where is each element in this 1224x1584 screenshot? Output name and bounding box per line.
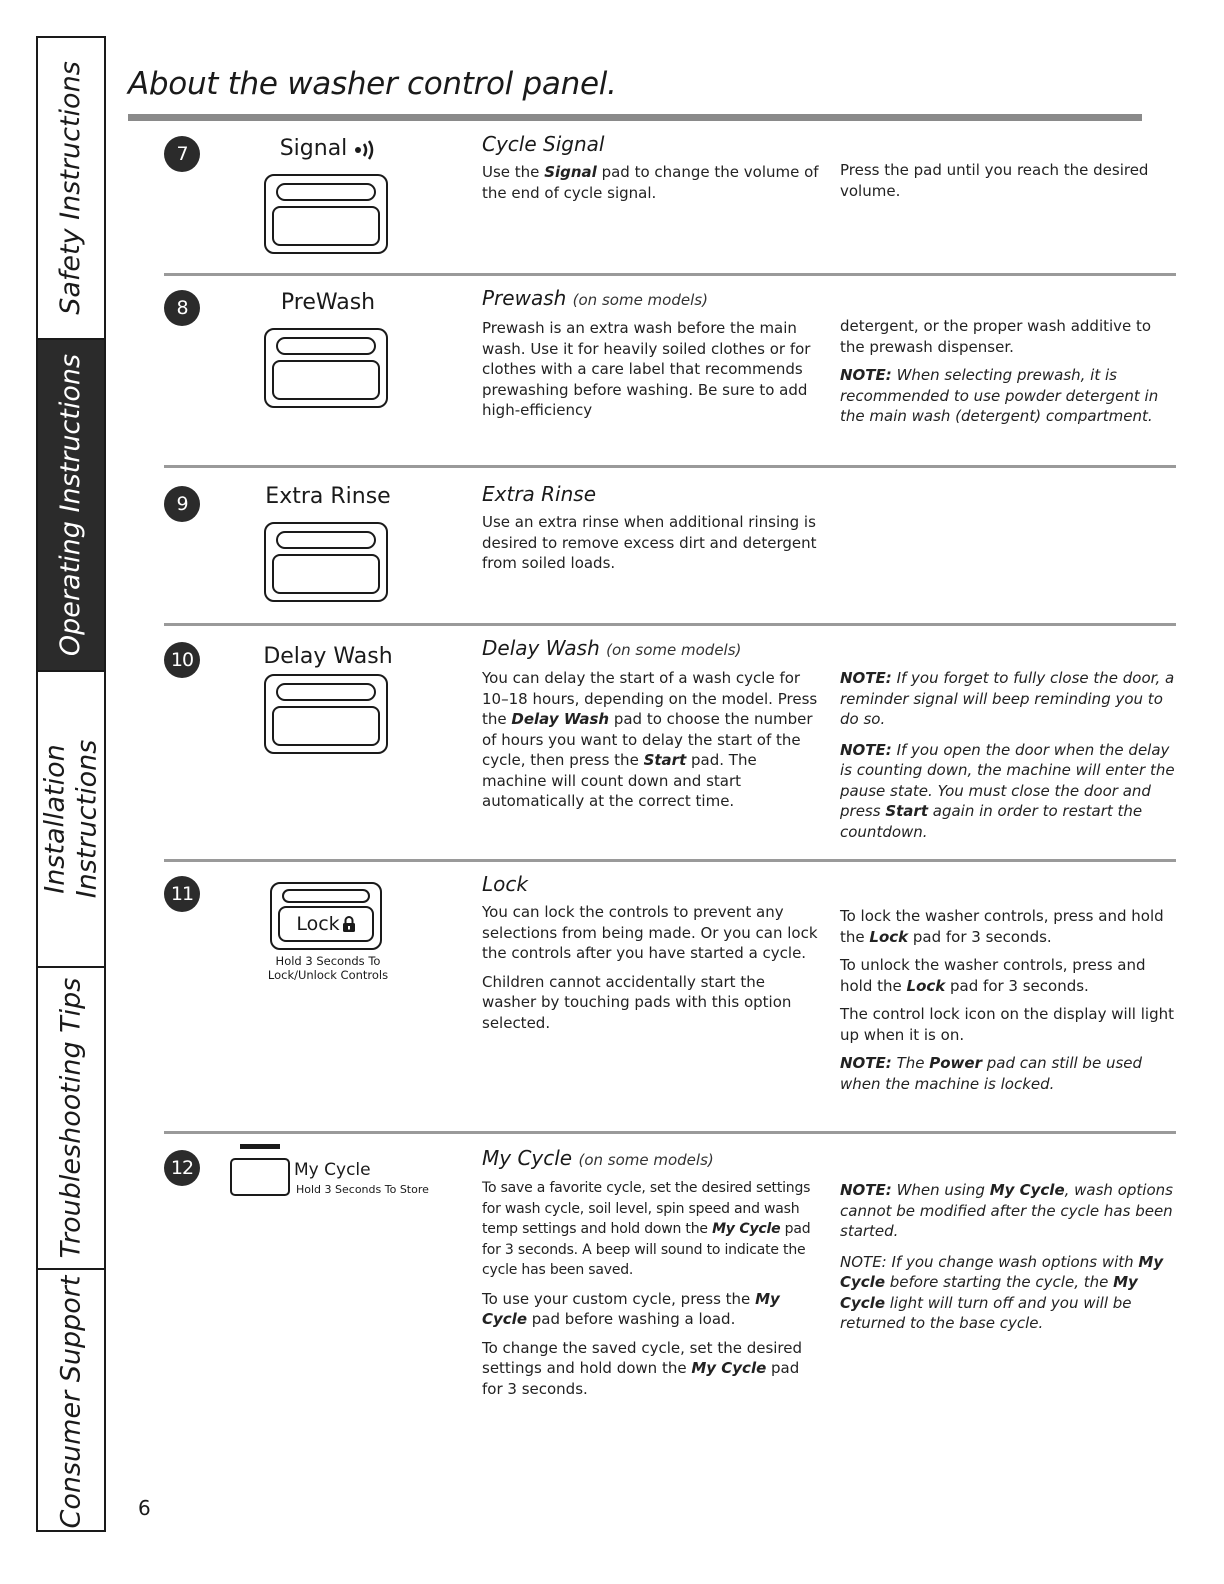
step-number-badge: 10 (164, 642, 200, 678)
signal-body-2: Press the pad until you reach the desired volume. (840, 161, 1149, 200)
extra-rinse-heading: Extra Rinse (482, 482, 597, 506)
prewash-notes (840, 316, 1176, 437)
signal-notes (840, 160, 1176, 209)
page-number: 6 (138, 1496, 151, 1520)
lock-heading: Lock (482, 872, 528, 896)
delay-wash-section (164, 634, 1176, 860)
prewash-body: Prewash is an extra wash before the main wash. Use it for heavily soiled clothes or for clothes with a care label that recommends prewashing before washing. Be sure to add high-efficiency (482, 319, 811, 419)
sound-wave-icon (354, 138, 380, 160)
tab-label-line-1: Installation (39, 744, 71, 894)
lock-body-1: You can lock the controls to prevent any selections from being made. Or you can lock the controls after you have started a cycle. (482, 903, 818, 962)
my-cycle-section (164, 1142, 1176, 1432)
pad-surface (272, 206, 380, 246)
page-title: About the washer control panel. (128, 66, 617, 102)
pad-indicator (276, 183, 376, 201)
tab-consumer-support[interactable] (38, 1270, 104, 1534)
tab-troubleshooting-tips[interactable] (38, 968, 104, 1270)
my-cycle-body-3: To change the saved cycle, set the desired settings and hold down the My Cycle pad for 3 seconds. (482, 1338, 803, 1398)
lock-pad-button[interactable] (270, 882, 382, 950)
step-number-badge: 12 (164, 1150, 200, 1186)
lock-note: NOTE: The Power pad can still be used when the machine is locked. (840, 1054, 1143, 1093)
my-cycle-note-1: NOTE: When using My Cycle, wash options cannot be modified after the cycle has been started. (840, 1181, 1173, 1240)
step-number-badge: 8 (164, 290, 200, 326)
my-cycle-heading: My Cycle (on some models) (482, 1146, 714, 1170)
lock-instructions-2: To unlock the washer controls, press and hold the Lock pad for 3 seconds. (840, 956, 1146, 995)
my-cycle-body-1: To save a favorite cycle, set the desired settings for wash cycle, soil level, spin speed and wash temp settings and hold down the My Cycle pad for 3 seconds. A beep will sound to indicate the cycle has been saved. (482, 1180, 811, 1278)
signal-pad-button[interactable] (264, 174, 388, 254)
step-number-badge: 11 (164, 876, 200, 912)
delay-wash-description (482, 636, 822, 820)
my-cycle-pad-button[interactable] (230, 1158, 290, 1196)
my-cycle-indicator-bar (240, 1144, 280, 1149)
delay-wash-body: You can delay the start of a wash cycle for 10–18 hours, depending on the model. Press the Delay Wash pad to choose the number of hours you want to delay the start of the cycle, then press the Start pad. The machine will count down and start automatically at the correct time. (482, 669, 818, 810)
lock-pad-caption-line-2: Lock/Unlock Controls (267, 968, 389, 982)
my-cycle-pad-caption: Hold 3 Seconds To Store (296, 1183, 429, 1196)
delay-wash-note-2: NOTE: If you open the door when the delay is counting down, the machine will enter the pause state. You must close the door and press Start again in order to restart the countdown. (840, 740, 1175, 841)
tab-label: Consumer Support (55, 1275, 86, 1529)
prewash-section (164, 284, 1176, 466)
prewash-pad-button[interactable] (264, 328, 388, 408)
tab-safety-instructions[interactable] (38, 38, 104, 340)
delay-wash-pad-label: Delay Wash (263, 644, 393, 669)
signal-description (482, 132, 822, 211)
pad-indicator (276, 337, 376, 355)
lock-pad-caption-line-1: Hold 3 Seconds To (275, 954, 381, 968)
tab-operating-instructions[interactable] (38, 340, 104, 672)
delay-wash-notes (840, 668, 1176, 852)
my-cycle-body-2: To use your custom cycle, press the My Cycle pad before washing a load. (482, 1289, 780, 1328)
tab-label-line-2: Instructions (71, 739, 103, 899)
extra-rinse-body: Use an extra rinse when additional rinsing is desired to remove excess dirt and detergent from soiled loads. (482, 513, 817, 572)
title-divider (128, 114, 1142, 121)
delay-wash-note-1: NOTE: If you forget to fully close the door, a reminder signal will beep reminding you to do so. (840, 669, 1175, 728)
lock-notes (840, 906, 1176, 1104)
pad-indicator (276, 531, 376, 549)
pad-indicator (282, 889, 370, 903)
prewash-description (482, 286, 822, 429)
extra-rinse-pad-button[interactable] (264, 522, 388, 602)
lock-description (482, 872, 822, 1041)
lock-pad-label: Lock (296, 913, 340, 935)
lock-instructions-1: To lock the washer controls, press and hold the Lock pad for 3 seconds. (840, 907, 1164, 946)
my-cycle-pad-label: My Cycle (294, 1160, 371, 1180)
step-number-badge: 7 (164, 136, 200, 172)
prewash-pad-label: PreWash (280, 290, 376, 315)
extra-rinse-section (164, 480, 1176, 624)
tab-label (39, 740, 103, 899)
delay-wash-pad-button[interactable] (264, 674, 388, 754)
signal-section (164, 132, 1176, 274)
section-divider (164, 465, 1176, 468)
prewash-body-2: detergent, or the proper wash additive to the prewash dispenser. (840, 317, 1152, 356)
section-divider (164, 1131, 1176, 1134)
step-number-badge: 9 (164, 486, 200, 522)
signal-body: Use the Signal pad to change the volume of the end of cycle signal. (482, 163, 819, 202)
pad-surface (272, 554, 380, 594)
my-cycle-notes (840, 1180, 1176, 1344)
my-cycle-note-2: NOTE: If you change wash options with My Cycle before starting the cycle, the My Cycle light will turn off and you will be returned to the base cycle. (840, 1252, 1164, 1332)
extra-rinse-description (482, 482, 822, 582)
tab-label: Safety Instructions (55, 61, 86, 315)
section-tabs (36, 36, 106, 1532)
tab-installation-instructions[interactable] (38, 672, 104, 968)
my-cycle-description (482, 1146, 822, 1407)
extra-rinse-pad-label: Extra Rinse (265, 484, 391, 509)
delay-wash-heading: Delay Wash (on some models) (482, 636, 742, 660)
tab-label: Troubleshooting Tips (55, 977, 86, 1259)
signal-heading: Cycle Signal (482, 132, 605, 156)
section-divider (164, 273, 1176, 276)
pad-surface (272, 706, 380, 746)
section-divider (164, 623, 1176, 626)
pad-surface (272, 360, 380, 400)
lock-instructions-3: The control lock icon on the display will light up when it is on. (840, 1005, 1174, 1044)
pad-surface (278, 906, 374, 942)
lock-section (164, 870, 1176, 1132)
lock-body-2: Children cannot accidentally start the washer by touching pads with this option selected. (482, 972, 792, 1032)
lock-pad-caption (248, 954, 408, 982)
prewash-heading: Prewash (on some models) (482, 286, 708, 310)
prewash-note: NOTE: When selecting prewash, it is recommended to use powder detergent in the main wash (detergent) compartment. (840, 366, 1159, 425)
pad-indicator (276, 683, 376, 701)
padlock-icon (342, 916, 356, 933)
signal-pad-label (230, 136, 430, 161)
tab-label: Operating Instructions (55, 353, 86, 657)
signal-pad-label-text: Signal (279, 136, 348, 161)
section-divider (164, 859, 1176, 862)
